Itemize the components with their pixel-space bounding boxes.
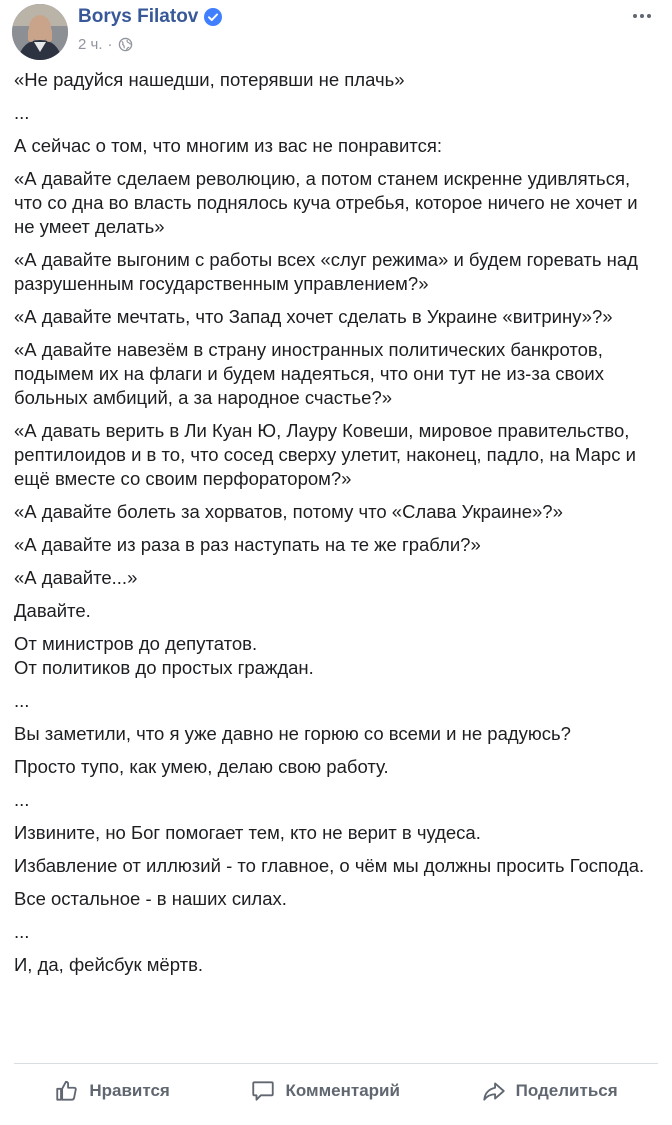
post-paragraph: Все остальное - в наших силах. — [14, 888, 287, 909]
post-actions-bar — [14, 1064, 658, 1118]
thumbs-up-icon — [54, 1078, 80, 1104]
post-paragraph: Просто тупо, как умею, делаю свою работу. — [14, 756, 389, 777]
like-button[interactable] — [54, 1078, 170, 1104]
comment-button[interactable] — [250, 1078, 399, 1104]
globe-icon[interactable] — [118, 37, 133, 52]
post-paragraph: От министров до депутатов. От политиков до простых граждан. — [14, 633, 314, 678]
avatar-image — [12, 4, 68, 60]
post-paragraph: «А давайте...» — [14, 567, 138, 588]
post-paragraph: А сейчас о том, что многим из вас не понравится: — [14, 135, 442, 156]
post-body — [14, 68, 658, 986]
more-options-icon[interactable] — [630, 6, 654, 26]
comment-bubble-icon — [250, 1078, 276, 1104]
like-label: Нравится — [89, 1081, 170, 1100]
post-paragraph: ... — [14, 789, 30, 810]
post-timestamp[interactable]: 2 ч. — [78, 36, 103, 53]
author-avatar[interactable] — [12, 4, 68, 60]
post-paragraph: Избавление от иллюзий - то главное, о чём мы должны просить Господа. — [14, 855, 645, 876]
post-paragraph: ... — [14, 102, 30, 123]
post-paragraph: ... — [14, 921, 30, 942]
post-paragraph: «А давать верить в Ли Куан Ю, Лауру Ковеши, мировое правительство, рептилоидов и в то, что сосед сверху улетит, наконец, падло, на Марс и ещё вместе со своим перфоратором?» — [14, 420, 636, 489]
post-paragraph: Вы заметили, что я уже давно не горюю со всеми и не радуюсь? — [14, 723, 571, 744]
comment-label: Комментарий — [285, 1081, 400, 1100]
post-paragraph: Давайте. — [14, 600, 91, 621]
post-paragraph: «А давайте навезём в страну иностранных политических банкротов, подымем их на флаги и будем надеяться, что они тут не из-за своих больных амбиций, а за народное счастье?» — [14, 339, 604, 408]
post-paragraph: «А давайте выгоним с работы всех «слуг режима» и будем горевать над разрушенным государственным управлением?» — [14, 249, 638, 294]
post-paragraph: «Не радуйся нашедши, потерявши не плачь» — [14, 69, 405, 90]
author-name-link[interactable] — [78, 6, 222, 28]
meta-separator: · — [107, 36, 113, 53]
verified-badge-icon — [204, 8, 222, 26]
post-paragraph: И, да, фейсбук мёртв. — [14, 954, 204, 975]
post-paragraph: Извините, но Бог помогает тем, кто не верит в чудеса. — [14, 822, 481, 843]
post-paragraph: «А давайте мечтать, что Запад хочет сделать в Украине «витрину»?» — [14, 306, 613, 327]
post-header — [12, 4, 660, 60]
share-button[interactable] — [481, 1078, 618, 1104]
author-name: Borys Filatov — [78, 6, 199, 27]
share-arrow-icon — [481, 1078, 507, 1104]
post-paragraph: «А давайте сделаем революцию, а потом станем искренне удивляться, что со дна во власть поднялось куча отребья, которое ничего не хочет и не умеет делать» — [14, 168, 638, 237]
post-paragraph: ... — [14, 690, 30, 711]
post-paragraph: «А давайте болеть за хорватов, потому что «Слава Украине»?» — [14, 501, 563, 522]
post-paragraph: «А давайте из раза в раз наступать на те же грабли?» — [14, 534, 481, 555]
post-meta — [78, 36, 133, 53]
share-label: Поделиться — [515, 1081, 618, 1100]
